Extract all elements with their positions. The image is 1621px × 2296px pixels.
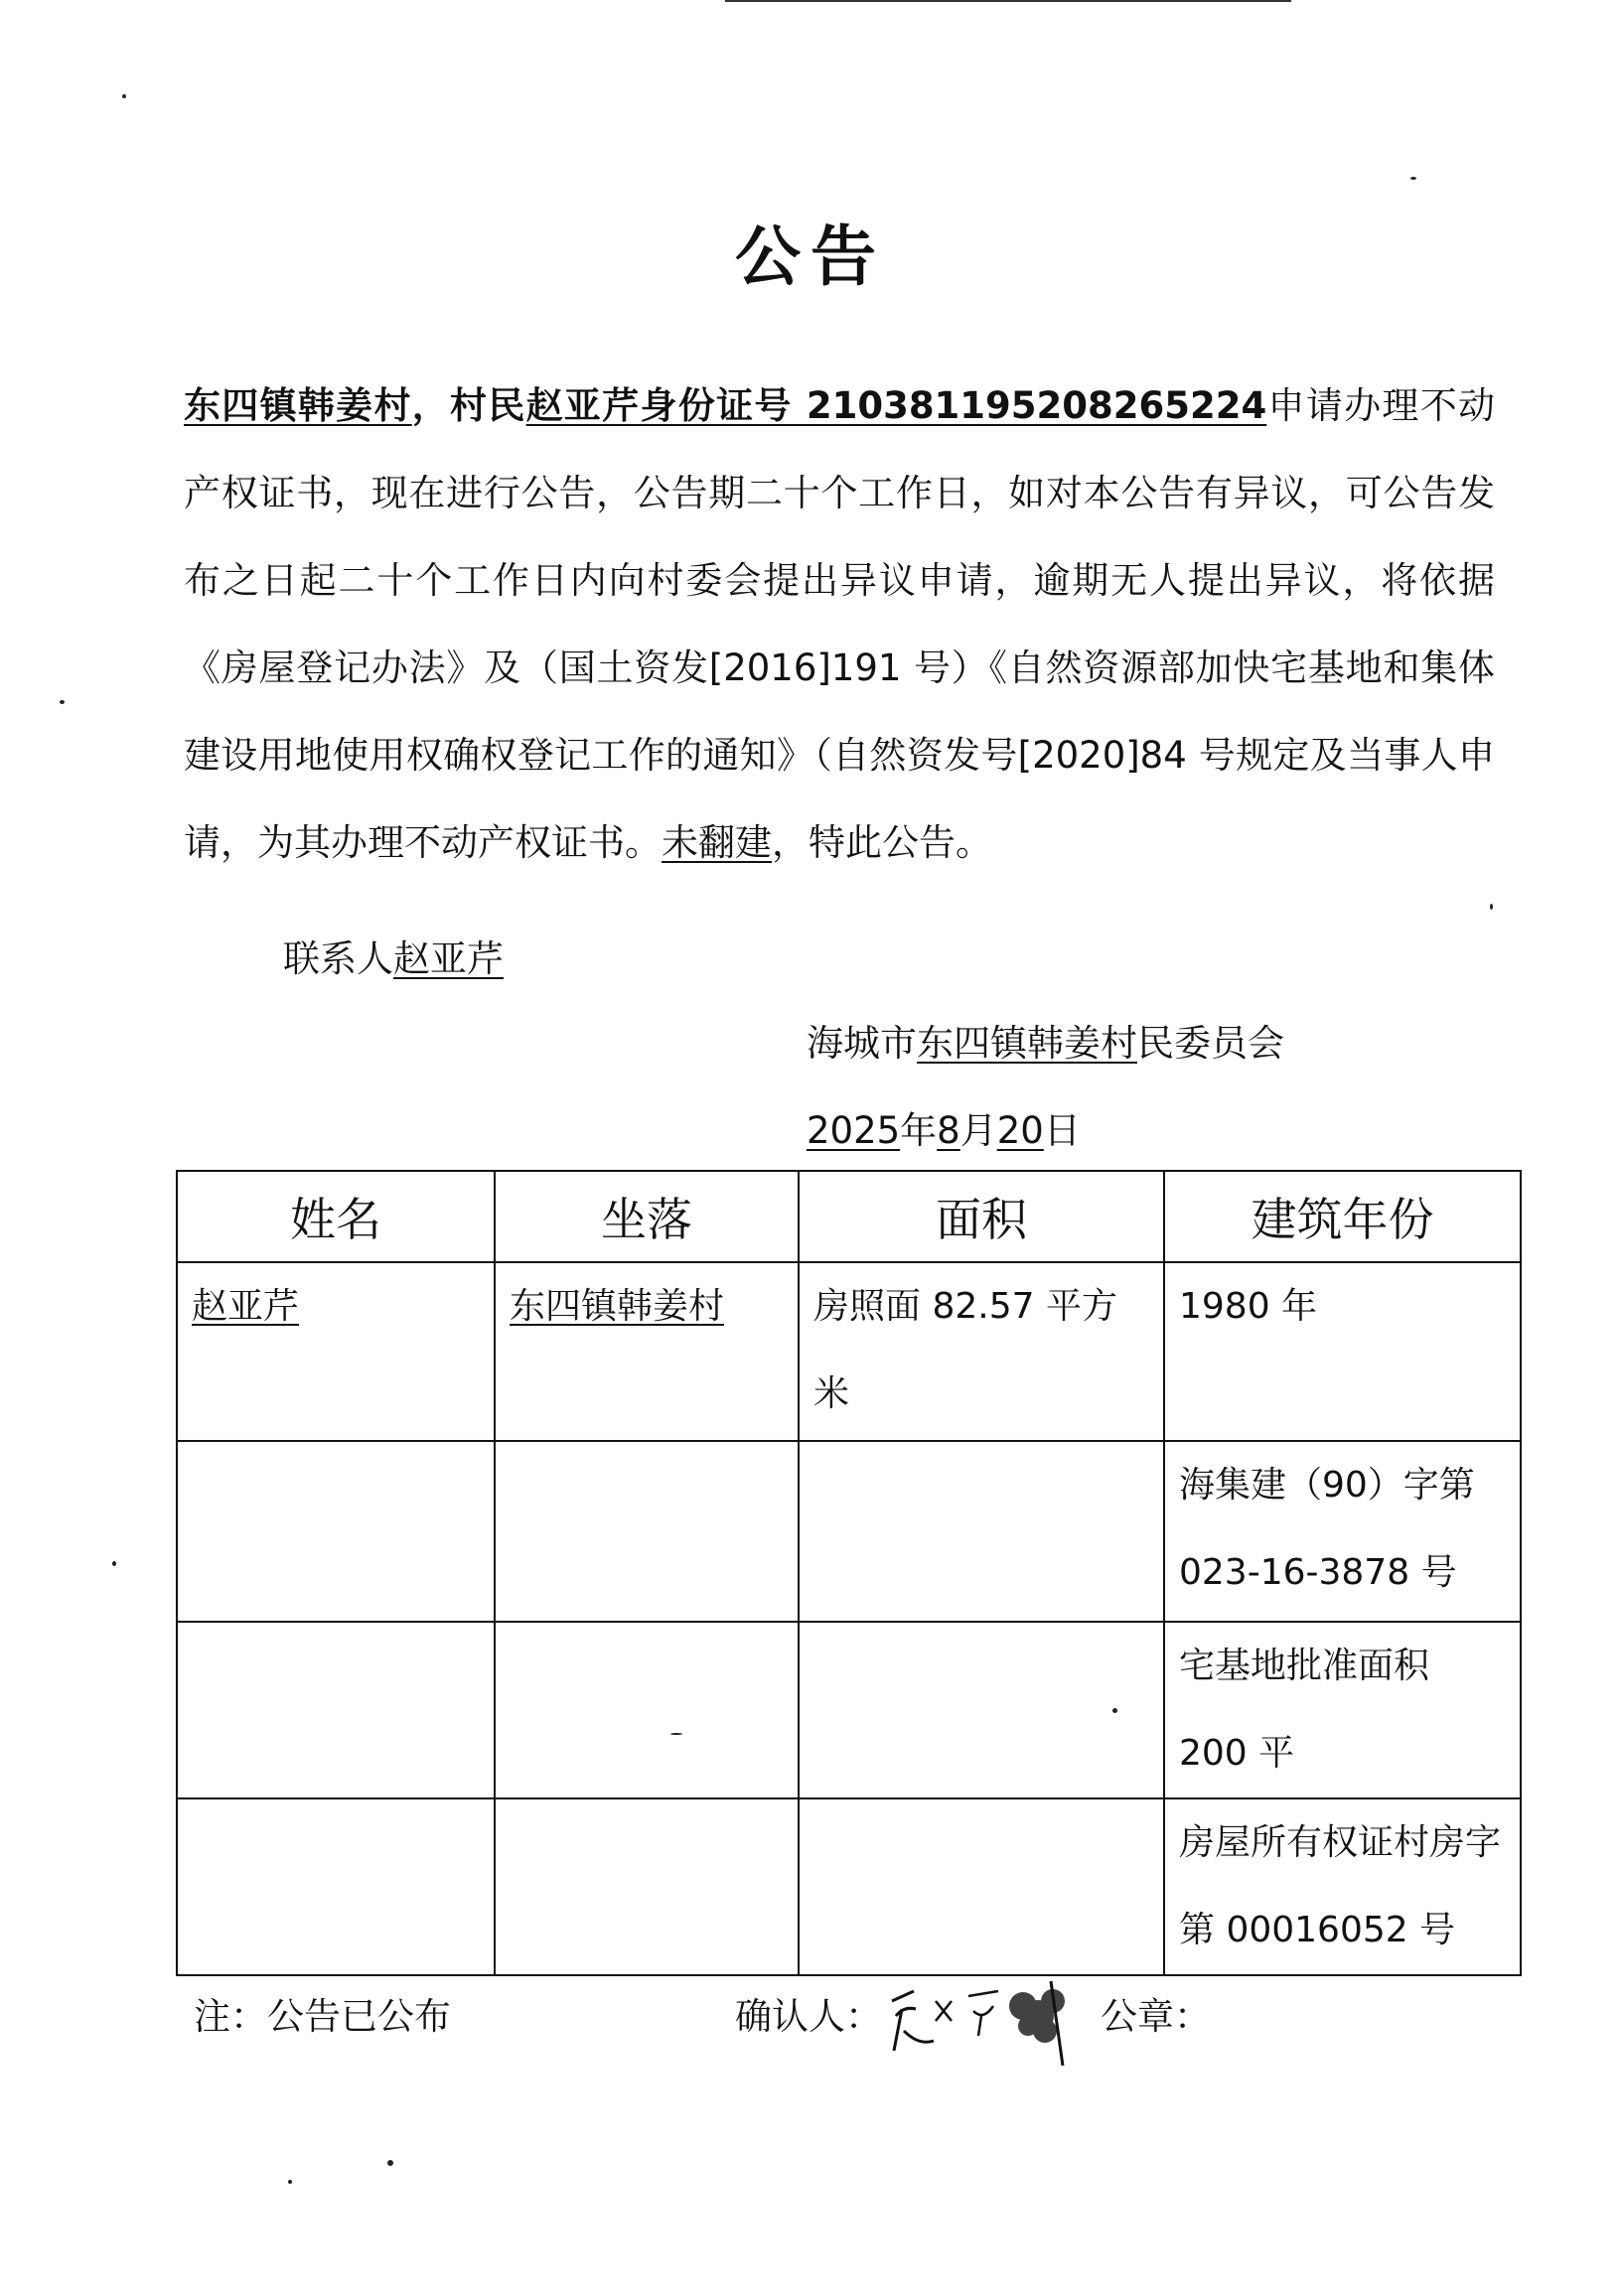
page-title: 公告 (735, 218, 886, 295)
table-row (177, 1441, 1521, 1622)
header-name: 姓名 (177, 1171, 495, 1262)
not-rebuilt: 未翻建 (662, 821, 772, 864)
cell-approved-area: 宅基地批准面积 200 平 (1164, 1622, 1521, 1798)
footer-note: 注：公告已公布 (194, 1995, 451, 2038)
resident-id: 赵亚芹身份证号 210381195208265224 (525, 384, 1267, 427)
header-build-year: 建筑年份 (1164, 1171, 1521, 1262)
contact-name: 赵亚芹 (393, 937, 504, 980)
body-text-end: ，特此公告。 (772, 821, 992, 864)
contact-label: 联系人 (283, 937, 393, 980)
scan-speck (670, 1733, 682, 1735)
cell-empty (495, 1798, 799, 1975)
body-separator: ，村民 (411, 384, 526, 427)
table-header-row (177, 1171, 1521, 1262)
date-year-label: 年 (900, 1109, 938, 1152)
cell-name (177, 1262, 495, 1441)
cell-empty (177, 1622, 495, 1798)
owner-location: 东四镇韩姜村 (510, 1286, 725, 1327)
date-month: 8 (937, 1109, 960, 1152)
owner-name: 赵亚芹 (192, 1286, 300, 1327)
cell-empty (495, 1622, 799, 1798)
scan-speck (1410, 177, 1416, 180)
cell-location (495, 1262, 799, 1441)
date-day-label: 日 (1043, 1109, 1081, 1152)
cell-empty (495, 1441, 799, 1622)
table-row (177, 1622, 1521, 1798)
organization-line (807, 1013, 1284, 1067)
cell-empty (799, 1441, 1164, 1622)
date-line (807, 1100, 1081, 1154)
contact-line (283, 929, 504, 982)
cell-collective-cert: 海集建（90）字第 023-16-3878 号 (1164, 1441, 1521, 1622)
cell-build-year: 1980 年 (1164, 1262, 1521, 1441)
scan-speck (387, 2160, 393, 2166)
village-name: 东四镇韩姜村 (184, 384, 412, 427)
confirm-label: 确认人： (735, 1995, 882, 2038)
handwritten-signature (874, 1961, 1093, 2071)
scan-speck (288, 2180, 292, 2184)
scan-speck (1112, 1708, 1117, 1713)
property-table (176, 1170, 1522, 1976)
cell-empty (177, 1798, 495, 1975)
scan-speck (122, 94, 126, 98)
header-location: 坐落 (495, 1171, 799, 1262)
cell-ownership-cert: 房屋所有权证村房字第 00016052 号 (1164, 1798, 1521, 1975)
cell-empty (799, 1622, 1164, 1798)
table-row (177, 1798, 1521, 1975)
cell-empty (177, 1441, 495, 1622)
body-text-main: 申请办理不动产权证书，现在进行公告，公告期二十个工作日，如对本公告有异议，可公告发布之日起二十个工作日内向村委会提出异议申请，逾期无人提出异议，将依据《房屋登记办法》及（国土资发[2016]191 号）《自然资源部加快宅基地和集体建设用地使用权确权登记工作的通知》（自然资发号[2020]84 号规定及当事人申请，为其办理不动产权证书。 (184, 384, 1495, 864)
scan-speck (60, 700, 65, 704)
scan-speck (112, 1561, 116, 1566)
scan-speck (1490, 904, 1493, 910)
notice-body (184, 362, 1495, 887)
date-month-label: 月 (959, 1109, 997, 1152)
org-prefix: 海城市 (807, 1022, 917, 1065)
org-village: 东四镇韩姜村 (917, 1022, 1137, 1065)
table-row (177, 1262, 1521, 1441)
cell-area: 房照面 82.57 平方米 (799, 1262, 1164, 1441)
org-suffix: 民委员会 (1137, 1022, 1284, 1065)
seal-label: 公章： (1101, 1995, 1211, 2038)
header-area: 面积 (799, 1171, 1164, 1262)
date-year: 2025 (807, 1109, 901, 1152)
cell-empty (799, 1798, 1164, 1975)
date-day: 20 (996, 1109, 1044, 1152)
top-rule (725, 0, 1291, 2)
